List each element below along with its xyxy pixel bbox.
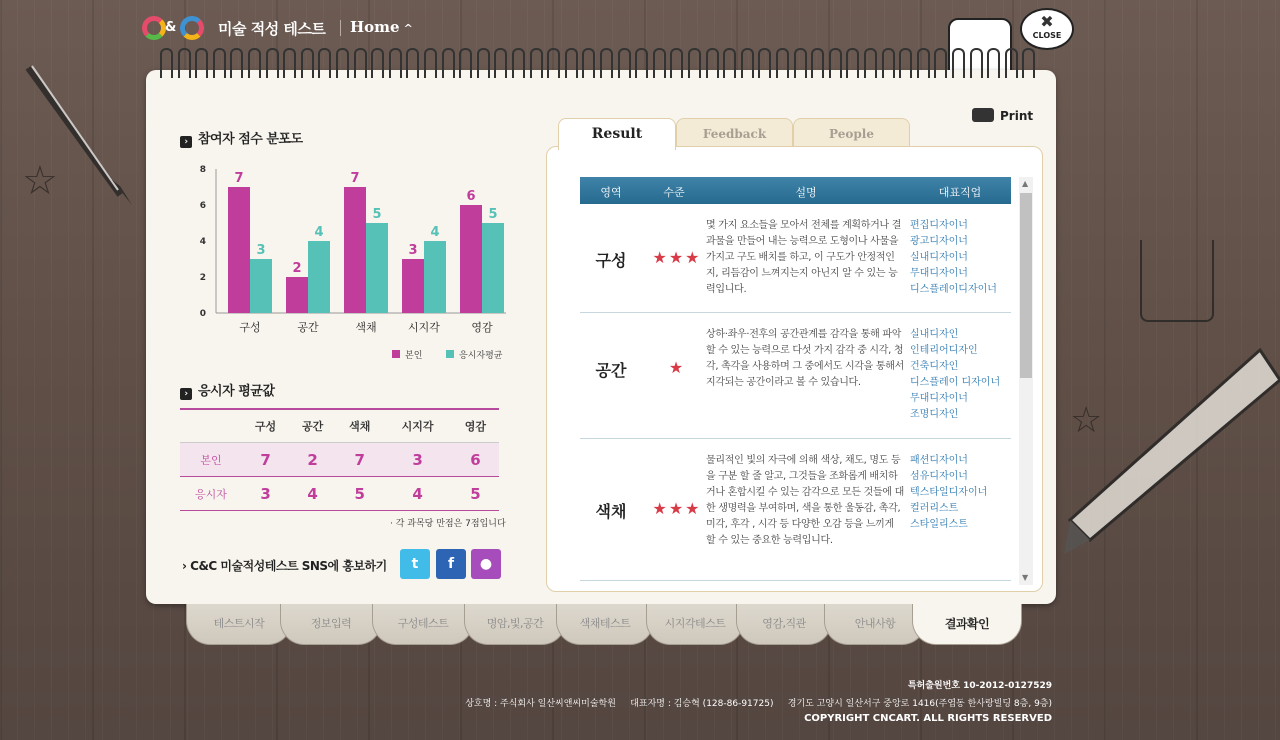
- ring: [987, 48, 1000, 78]
- table-cell: 5: [336, 477, 383, 511]
- bar-value-label: 4: [314, 225, 324, 240]
- patent-number: 특허출원번호 10-2012-0127529: [907, 681, 1052, 691]
- site-title: 미술 적성 테스트: [218, 20, 326, 38]
- job-link[interactable]: 무대디자이너: [910, 268, 968, 279]
- sns-share-label: [182, 557, 387, 574]
- y-tick-label: 0: [199, 309, 206, 319]
- result-table-header: [580, 177, 1011, 204]
- ring: [970, 48, 983, 78]
- job-link[interactable]: 텍스타일디자이너: [910, 487, 988, 498]
- header-level: 수준: [663, 186, 685, 199]
- ring: [846, 48, 859, 78]
- ring: [459, 48, 472, 78]
- job-link[interactable]: 조명디자인: [910, 409, 959, 420]
- ring: [248, 48, 261, 78]
- table-cell: 4: [289, 477, 336, 511]
- row-area: 색채: [595, 502, 627, 521]
- step-tab[interactable]: 테스트시작: [186, 604, 292, 645]
- job-link[interactable]: 컬러리스트: [910, 503, 959, 514]
- star-doodle-icon: ☆: [22, 158, 58, 204]
- ring: [230, 48, 243, 78]
- chevron-up-icon: ^: [403, 22, 413, 35]
- ring: [336, 48, 349, 78]
- table-row-average: [180, 477, 499, 511]
- ring: [442, 48, 455, 78]
- kakaostory-icon: ●: [479, 556, 493, 572]
- row-area: 구성: [595, 251, 627, 270]
- job-link[interactable]: 인테리어디자인: [910, 345, 978, 356]
- ring: [354, 48, 367, 78]
- row-area: 공간: [595, 361, 627, 380]
- step-tab[interactable]: 안내사항: [824, 604, 926, 645]
- step-tab[interactable]: 영감,직관: [736, 604, 832, 645]
- ring: [494, 48, 507, 78]
- column-header: 색채: [336, 409, 383, 443]
- bar-value-label: 7: [234, 171, 244, 186]
- table-cell: 3: [242, 477, 289, 511]
- ring: [864, 48, 877, 78]
- bar-value-label: 4: [430, 225, 440, 240]
- averages-header-row: [180, 409, 499, 443]
- job-link[interactable]: 스타일리스트: [910, 519, 968, 530]
- close-icon: ✖: [1040, 12, 1054, 31]
- ring: [477, 48, 490, 78]
- x-tick-label: 영감: [471, 321, 493, 334]
- bar-self: [344, 187, 366, 313]
- bar-average: [366, 223, 388, 313]
- x-tick-label: 색채: [355, 321, 377, 334]
- averages-title-text: 응시자 평균값: [198, 384, 275, 399]
- arrow-right-icon: ›: [180, 136, 192, 148]
- row-jobs: [910, 327, 1010, 423]
- ring: [424, 48, 437, 78]
- ring: [213, 48, 226, 78]
- printer-icon: [972, 108, 994, 122]
- print-label: Print: [1000, 109, 1034, 123]
- column-header: 시지각: [383, 409, 452, 443]
- ring: [195, 48, 208, 78]
- bar-average: [482, 223, 504, 313]
- scroll-up-arrow-icon[interactable]: ▲: [1022, 179, 1029, 188]
- row-description: 몇 가지 요소들을 모아서 전체를 계획하거나 결과물을 만들어 내는 능력으로 도형이나 사물을 가지고 구도 배치를 하고, 이 구도가 안정적인지, 리듬감이 느껴지는지 아닌지 알 수 있는 능력입니다.: [706, 220, 902, 295]
- step-tab[interactable]: 명암,빛,공간: [464, 604, 566, 645]
- table-cell: 7: [242, 443, 289, 477]
- ring: [530, 48, 543, 78]
- row-jobs: [910, 453, 1010, 533]
- facebook-share-button[interactable]: [436, 549, 466, 579]
- y-tick-label: 6: [199, 201, 206, 211]
- ring: [635, 48, 648, 78]
- close-button[interactable]: [1020, 8, 1074, 50]
- ring: [1005, 48, 1018, 78]
- scroll-down-arrow-icon[interactable]: ▼: [1022, 573, 1029, 582]
- row-description: 상하·좌우·전후의 공간관계를 감각을 통해 파악할 수 있는 능력으로 다섯 가지 감각 중 시각, 청각, 촉각을 사용하며 그 중에서도 시각을 통해서 지각되는 공간이라고 볼 수 있습니다.: [706, 329, 904, 388]
- print-button[interactable]: [972, 108, 1033, 123]
- job-link[interactable]: 실내디자인: [910, 329, 959, 340]
- twitter-share-button[interactable]: [400, 549, 430, 579]
- job-link[interactable]: 무대디자이너: [910, 393, 968, 404]
- header-empty: [180, 409, 242, 443]
- star-doodle-icon: ☆: [1070, 400, 1103, 441]
- table-cell: 6: [452, 443, 499, 477]
- column-header: 공간: [289, 409, 336, 443]
- bar-value-label: 5: [372, 207, 382, 222]
- averages-title: [180, 380, 274, 400]
- bar-value-label: 5: [488, 207, 498, 222]
- legend-label: 본인: [405, 351, 423, 361]
- ring: [899, 48, 912, 78]
- x-tick-label: 구성: [239, 321, 261, 334]
- bar-value-label: 2: [292, 261, 302, 276]
- ring: [318, 48, 331, 78]
- ring: [934, 48, 947, 78]
- bar-average: [424, 241, 446, 313]
- spiral-binding: [160, 48, 1040, 88]
- job-link[interactable]: 패션디자이너: [910, 455, 968, 466]
- ring: [688, 48, 701, 78]
- legend-label: 응시자평균: [459, 351, 503, 361]
- ring: [670, 48, 683, 78]
- bar-value-label: 3: [408, 243, 418, 258]
- close-label: CLOSE: [1032, 31, 1062, 40]
- legend-swatch: [446, 350, 454, 358]
- table-cell: 3: [383, 443, 452, 477]
- ring: [829, 48, 842, 78]
- score-distribution-chart: [192, 160, 512, 370]
- ring: [741, 48, 754, 78]
- ring: [723, 48, 736, 78]
- table-cell: 2: [289, 443, 336, 477]
- logo-ampersand: &: [165, 20, 177, 35]
- arrow-right-icon: ›: [180, 388, 192, 400]
- bar-self: [402, 259, 424, 313]
- copyright: COPYRIGHT CNCART. ALL RIGHTS RESERVED: [804, 713, 1052, 724]
- ring: [512, 48, 525, 78]
- ring: [776, 48, 789, 78]
- row-label: 응시자: [180, 477, 242, 511]
- ring: [283, 48, 296, 78]
- job-link[interactable]: 디스플레이디자이너: [910, 284, 997, 295]
- step-tab[interactable]: 정보입력: [280, 604, 382, 645]
- scroll-thumb[interactable]: [1020, 193, 1032, 378]
- bar-value-label: 3: [256, 243, 266, 258]
- row-description: 물리적인 빛의 자극에 의해 색상, 채도, 명도 등을 구분 할 줄 알고, 그것들을 조화롭게 배치하거나 혼합시킬 수 있는 감각으로 모든 것들에 대한 생명력을 부여하며, 색을 통한 울동감, 촉각, 미각, 후각 , 시각 등 다양한 오감 등을 느끼게 할 수 있는 중요한 능력입니다.: [706, 455, 904, 546]
- row-stars: ★: [668, 358, 686, 377]
- bar-self: [228, 187, 250, 313]
- logo-circle-c2: [180, 16, 204, 40]
- distribution-title-text: 참여자 점수 분포도: [198, 132, 303, 147]
- tab-result[interactable]: Result: [558, 118, 676, 150]
- ring: [389, 48, 402, 78]
- row-stars: ★★★: [652, 499, 702, 518]
- home-link[interactable]: [350, 18, 413, 36]
- sns-share-text: C&C 미술적성테스트 SNS에 홍보하기: [190, 559, 387, 573]
- ring: [565, 48, 578, 78]
- step-tab[interactable]: 색채테스트: [556, 604, 654, 645]
- table-cell: 5: [452, 477, 499, 511]
- header-divider: [340, 20, 341, 36]
- facebook-icon: f: [447, 556, 455, 572]
- chevron-right-icon: ›: [182, 559, 187, 573]
- ring: [600, 48, 613, 78]
- ring: [618, 48, 631, 78]
- ring: [582, 48, 595, 78]
- y-tick-label: 4: [199, 237, 206, 247]
- result-row-space: [580, 313, 1011, 439]
- bar-value-label: 7: [350, 171, 360, 186]
- pencil-illustration: [1060, 340, 1280, 560]
- job-link[interactable]: 디스플레이 디자이너: [910, 377, 1001, 388]
- logo-circle-c1: [142, 16, 166, 40]
- ring: [882, 48, 895, 78]
- tab-feedback[interactable]: Feedback: [676, 118, 793, 149]
- ring: [547, 48, 560, 78]
- averages-table: [180, 408, 499, 511]
- job-link[interactable]: 건축디자인: [910, 361, 959, 372]
- job-link[interactable]: 편집디자이너: [910, 220, 968, 231]
- ring: [406, 48, 419, 78]
- job-link[interactable]: 광고디자이너: [910, 236, 968, 247]
- column-header: 구성: [242, 409, 289, 443]
- ring: [266, 48, 279, 78]
- result-row-color: [580, 439, 1011, 581]
- ring: [653, 48, 666, 78]
- step-tab[interactable]: 구성테스트: [372, 604, 474, 645]
- result-row-composition: [580, 208, 1011, 313]
- ring: [1022, 48, 1035, 78]
- cnc-logo[interactable]: [142, 14, 212, 44]
- legend-swatch: [392, 350, 400, 358]
- company-info: 상호명 : 주식회사 일산씨앤씨미술학원 대표자명 : 김승혁 (128-86-91725) 경기도 고양시 일산서구 중앙로 1416(주엽동 한사랑빌딩 8층, 9층): [465, 699, 1052, 709]
- x-tick-label: 공간: [297, 321, 319, 334]
- bar-self: [286, 277, 308, 313]
- bar-value-label: 6: [466, 189, 476, 204]
- result-scrollbar[interactable]: [1019, 177, 1033, 585]
- score-note: · 각 과목당 만점은 7점입니다: [390, 519, 506, 529]
- y-tick-label: 2: [199, 273, 206, 283]
- job-link[interactable]: 섬유디자이너: [910, 471, 968, 482]
- bar-average: [250, 259, 272, 313]
- tab-people[interactable]: People: [793, 118, 910, 149]
- ring: [160, 48, 173, 78]
- ring: [301, 48, 314, 78]
- step-tab[interactable]: 시지각테스트: [646, 604, 744, 645]
- ring: [952, 48, 965, 78]
- header-jobs: 대표직업: [938, 186, 982, 199]
- row-label: 본인: [180, 443, 242, 477]
- ring: [811, 48, 824, 78]
- bar-self: [460, 205, 482, 313]
- job-link[interactable]: 실내디자이너: [910, 252, 968, 263]
- header-area: 영역: [600, 186, 622, 199]
- ring: [371, 48, 384, 78]
- x-tick-label: 시지각: [408, 321, 440, 334]
- ring: [178, 48, 191, 78]
- ring: [794, 48, 807, 78]
- distribution-title: [180, 128, 303, 148]
- y-tick-label: 8: [199, 165, 206, 175]
- step-tab-active[interactable]: 결과확인: [912, 604, 1022, 645]
- home-label: Home: [350, 18, 400, 36]
- brush-cup-illustration: [1140, 240, 1214, 322]
- bar-average: [308, 241, 330, 313]
- twitter-icon: t: [411, 556, 419, 572]
- table-row-self: [180, 443, 499, 477]
- ring: [917, 48, 930, 78]
- table-cell: 4: [383, 477, 452, 511]
- row-stars: ★★★: [652, 248, 702, 267]
- column-header: 영감: [452, 409, 499, 443]
- row-jobs: [910, 218, 1010, 298]
- kakaostory-share-button[interactable]: [471, 549, 501, 579]
- table-cell: 7: [336, 443, 383, 477]
- ring: [706, 48, 719, 78]
- header-description: 설명: [795, 186, 817, 199]
- ring: [758, 48, 771, 78]
